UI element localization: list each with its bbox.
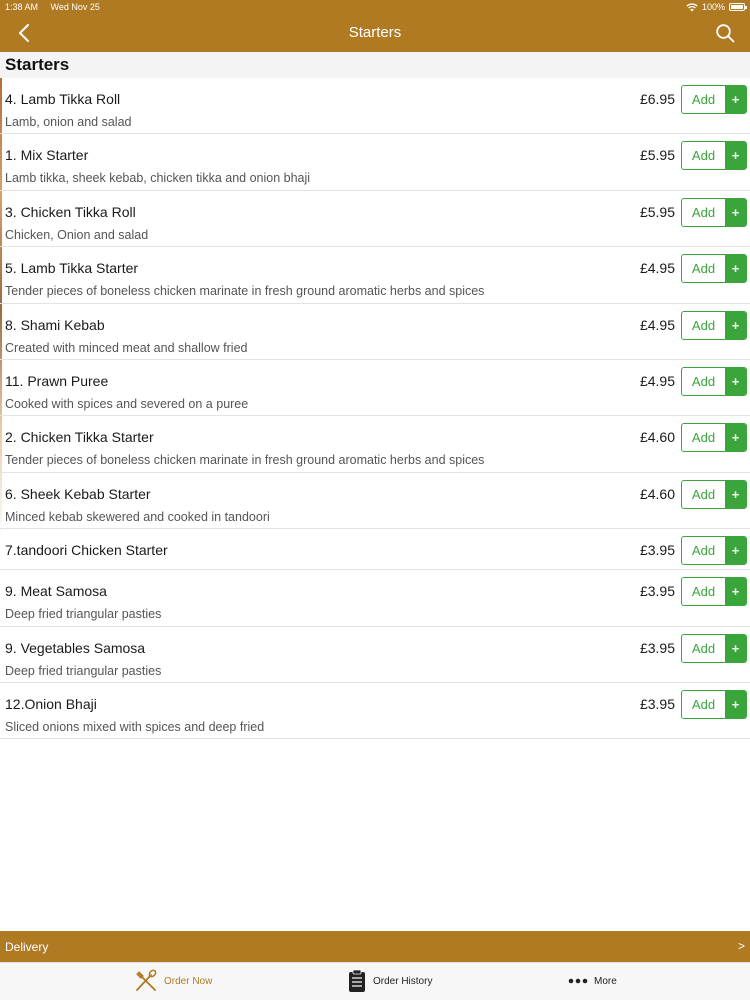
add-button[interactable] xyxy=(681,536,747,565)
add-button[interactable] xyxy=(681,198,747,227)
item-name: 9. Vegetables Samosa xyxy=(5,639,146,656)
plus-icon[interactable]: + xyxy=(725,142,746,169)
menu-item[interactable] xyxy=(0,134,750,190)
item-price: £3.95 xyxy=(639,639,675,656)
item-description: Minced kebab skewered and cooked in tandoori xyxy=(5,509,270,524)
item-price: £4.95 xyxy=(639,260,675,277)
add-button-label[interactable]: Add xyxy=(691,148,716,164)
item-description: Lamb, onion and salad xyxy=(5,115,132,129)
item-name: 7.tandoori Chicken Starter xyxy=(5,542,168,559)
add-button[interactable] xyxy=(681,480,747,509)
menu-item[interactable] xyxy=(0,627,750,683)
plus-icon[interactable]: + xyxy=(725,199,746,226)
nav-title: Starters xyxy=(348,24,402,41)
item-name: 9. Meat Samosa xyxy=(5,583,107,600)
item-description: Tender pieces of boneless chicken marinate in fresh ground aromatic herbs and spices xyxy=(5,453,485,468)
add-button-label[interactable]: Add xyxy=(691,640,716,656)
tab-order-history[interactable] xyxy=(347,969,432,993)
plus-icon[interactable]: + xyxy=(725,424,746,451)
delivery-label: Delivery xyxy=(5,940,49,954)
add-button[interactable] xyxy=(681,85,747,114)
add-button[interactable] xyxy=(681,367,747,396)
menu-item[interactable] xyxy=(0,191,750,247)
item-description: Sliced onions mixed with spices and deep fried xyxy=(5,719,265,734)
item-price: £5.95 xyxy=(639,203,675,220)
item-price: £4.95 xyxy=(639,316,675,333)
item-name: 2. Chicken Tikka Starter xyxy=(5,429,154,446)
battery-percent: 100% xyxy=(701,2,725,12)
item-name: 4. Lamb Tikka Roll xyxy=(5,91,121,107)
chevron-right-icon: > xyxy=(737,939,745,953)
plus-icon[interactable]: + xyxy=(725,537,746,564)
plus-icon[interactable]: + xyxy=(725,368,746,395)
menu-item[interactable] xyxy=(0,570,750,626)
add-button-label[interactable]: Add xyxy=(691,92,716,107)
menu-item[interactable] xyxy=(0,360,750,416)
section-header xyxy=(0,52,750,78)
item-name: 6. Sheek Kebab Starter xyxy=(5,485,151,502)
item-name: 3. Chicken Tikka Roll xyxy=(5,203,136,220)
plus-icon[interactable]: + xyxy=(725,86,746,113)
add-button-label[interactable]: Add xyxy=(691,261,716,277)
item-price: £6.95 xyxy=(639,91,675,107)
item-price: £3.95 xyxy=(639,542,675,559)
item-description: Chicken, Onion and salad xyxy=(5,227,149,242)
plus-icon[interactable]: + xyxy=(725,578,746,605)
tab-bar xyxy=(0,962,750,1000)
navigation-bar xyxy=(0,14,750,52)
status-bar xyxy=(0,0,750,14)
item-description: Deep fried triangular pasties xyxy=(5,607,162,622)
add-button-label[interactable]: Add xyxy=(691,430,716,446)
item-price: £4.95 xyxy=(639,372,675,389)
section-title: Starters xyxy=(5,55,70,74)
menu-item[interactable] xyxy=(0,247,750,303)
menu-item[interactable] xyxy=(0,416,750,472)
tab-order-now-label: Order Now xyxy=(164,975,213,987)
item-name: 11. Prawn Puree xyxy=(5,372,109,389)
menu-item[interactable] xyxy=(0,473,750,529)
menu-item[interactable] xyxy=(0,78,750,134)
item-description: Tender pieces of boneless chicken marinate in fresh ground aromatic herbs and spices xyxy=(5,284,485,299)
item-name: 12.Onion Bhaji xyxy=(5,695,97,712)
plus-icon[interactable]: + xyxy=(725,635,746,662)
add-button-label[interactable]: Add xyxy=(691,373,716,389)
add-button[interactable] xyxy=(681,311,747,340)
add-button-label[interactable]: Add xyxy=(691,317,716,333)
fork-spoon-icon xyxy=(134,969,158,993)
add-button[interactable] xyxy=(681,141,747,170)
item-name: 5. Lamb Tikka Starter xyxy=(5,260,139,277)
wifi-icon xyxy=(686,3,698,12)
search-icon[interactable] xyxy=(714,22,736,44)
add-button-label[interactable]: Add xyxy=(691,696,716,712)
item-description: Created with minced meat and shallow fried xyxy=(5,340,248,355)
tab-more-label: More xyxy=(594,975,617,987)
ellipsis-icon xyxy=(568,969,588,993)
item-description: Deep fried triangular pasties xyxy=(5,663,162,678)
item-price: £3.95 xyxy=(639,583,675,600)
add-button[interactable] xyxy=(681,577,747,606)
menu-item[interactable] xyxy=(0,529,750,570)
tab-order-now[interactable] xyxy=(134,969,212,993)
clipboard-icon xyxy=(347,969,367,993)
add-button[interactable] xyxy=(681,423,747,452)
item-price: £4.60 xyxy=(639,429,675,446)
add-button[interactable] xyxy=(681,254,747,283)
add-button-label[interactable]: Add xyxy=(691,543,716,559)
status-date: Wed Nov 25 xyxy=(50,2,100,12)
item-description: Cooked with spices and severed on a puree xyxy=(5,396,249,411)
item-description: Lamb tikka, sheek kebab, chicken tikka and onion bhaji xyxy=(5,171,311,186)
add-button-label[interactable]: Add xyxy=(691,486,716,502)
tab-order-history-label: Order History xyxy=(373,975,433,987)
item-price: £4.60 xyxy=(639,485,675,502)
plus-icon[interactable]: + xyxy=(725,691,746,718)
status-time: 1:38 AM xyxy=(5,2,39,12)
battery-icon xyxy=(729,3,745,11)
plus-icon[interactable]: + xyxy=(725,255,746,282)
item-price: £3.95 xyxy=(639,695,675,712)
item-price: £5.95 xyxy=(639,147,675,164)
add-button[interactable] xyxy=(681,634,747,663)
add-button[interactable] xyxy=(681,690,747,719)
add-button-label[interactable]: Add xyxy=(691,204,716,220)
add-button-label[interactable]: Add xyxy=(691,584,716,600)
delivery-bar[interactable] xyxy=(0,931,750,962)
plus-icon[interactable]: + xyxy=(725,481,746,508)
menu-list xyxy=(0,78,750,739)
tab-more[interactable] xyxy=(568,969,617,993)
menu-item[interactable] xyxy=(0,304,750,360)
item-name: 1. Mix Starter xyxy=(5,147,89,164)
item-name: 8. Shami Kebab xyxy=(5,316,105,333)
plus-icon[interactable]: + xyxy=(725,312,746,339)
menu-item[interactable] xyxy=(0,683,750,739)
